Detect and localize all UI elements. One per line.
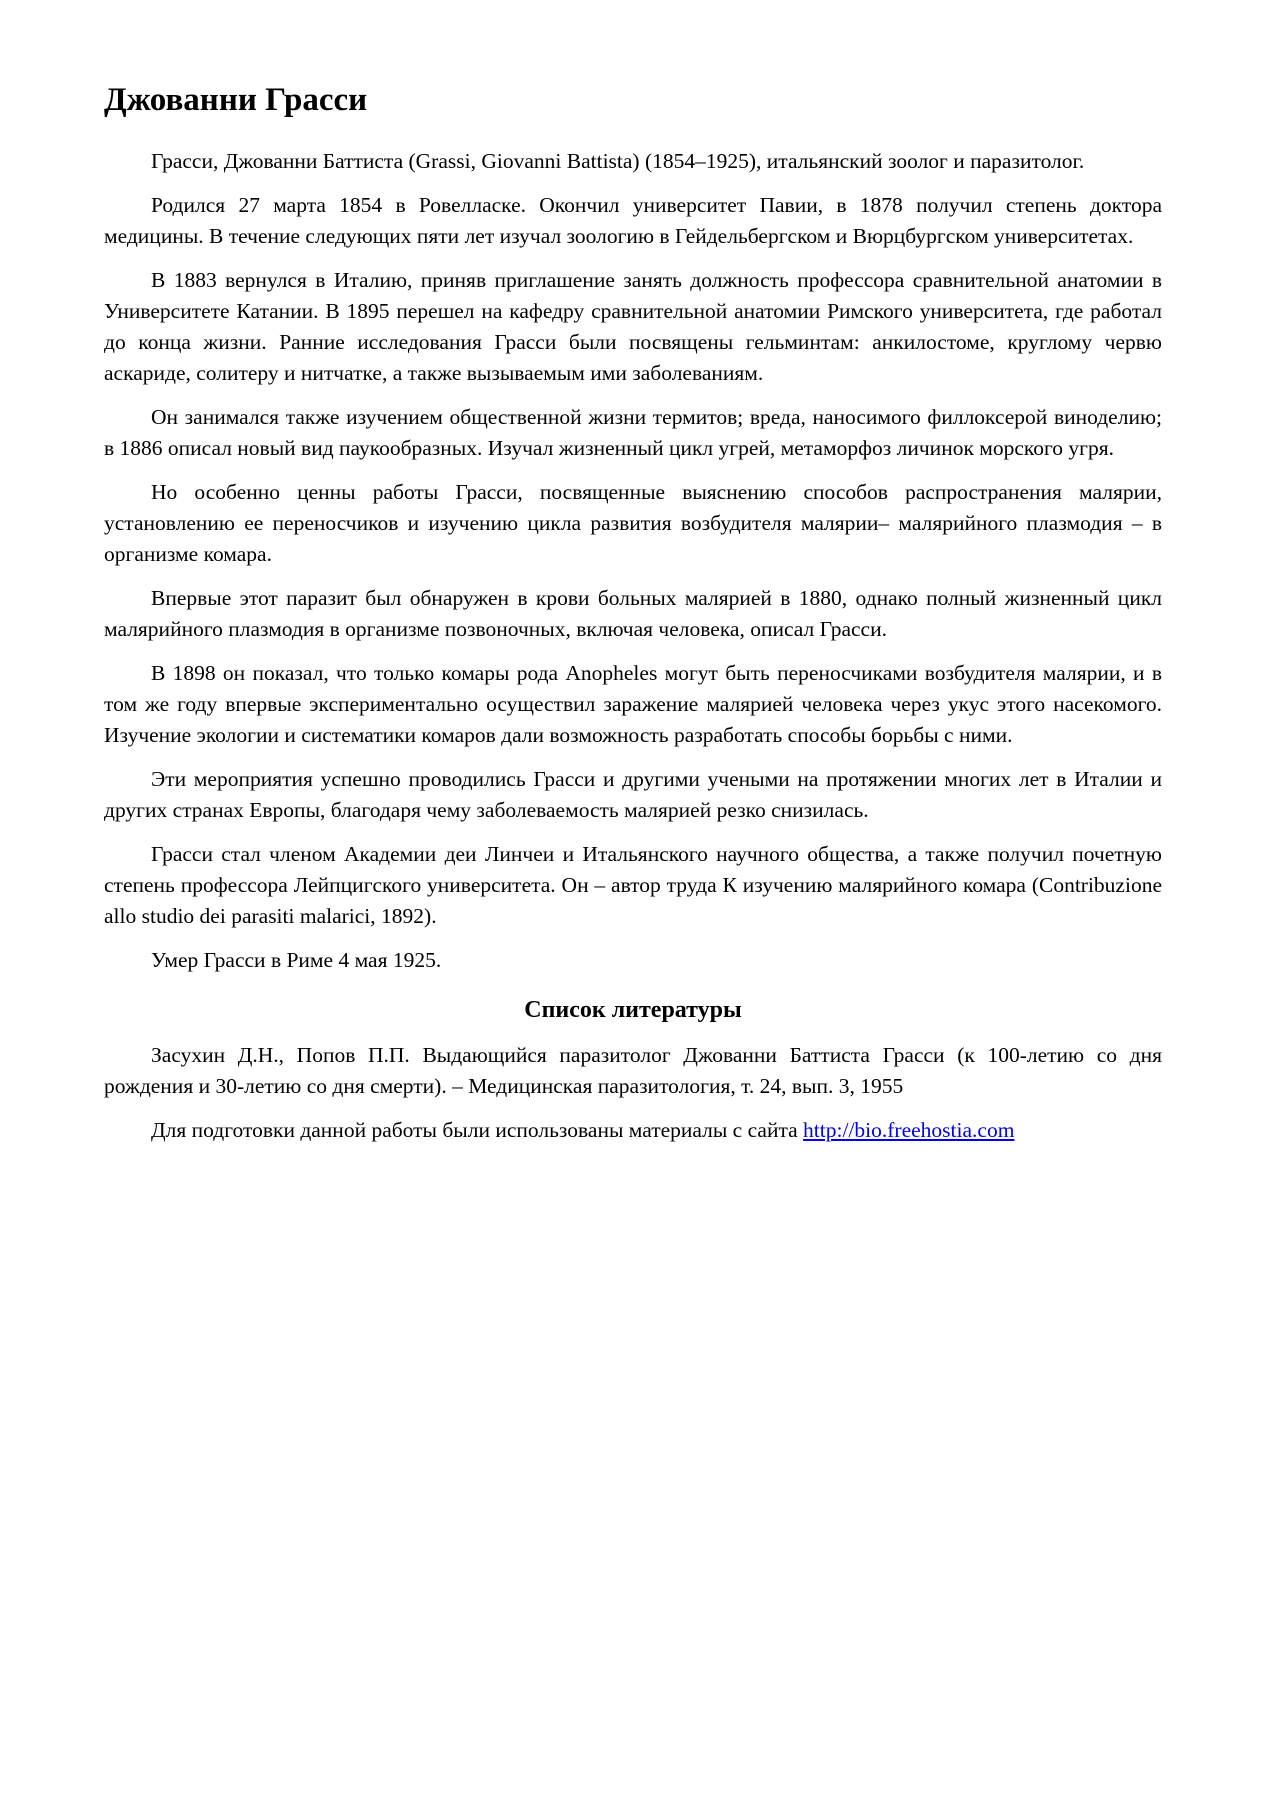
- closing-text: Для подготовки данной работы были использованы материалы с сайта: [151, 1118, 798, 1142]
- source-link-part1[interactable]: http://: [803, 1118, 855, 1142]
- body-paragraph: Грасси стал членом Академии деи Линчеи и Итальянского научного общества, а также получил почетную степень профессора Лейпцигского университета. Он – автор труда К изучению малярийного комара (Contribuzione allo studio dei parasiti malarici, 1892).: [104, 842, 1162, 928]
- body-paragraph: Эти мероприятия успешно проводились Грасси и другими учеными на протяжении многих лет в Италии и других странах Европы, благодаря чему заболеваемость малярией резко снизилась.: [104, 767, 1162, 822]
- document-title: Джованни Грасси: [104, 82, 368, 118]
- bibliography-heading: Список литературы: [524, 997, 742, 1023]
- source-link-part2[interactable]: bio.freehostia.com: [854, 1118, 1015, 1142]
- source-link[interactable]: [803, 1118, 1014, 1142]
- body-paragraph: Грасси, Джованни Баттиста (Grassi, Giovanni Battista) (1854–1925), итальянский зоолог и паразитолог.: [151, 149, 1085, 173]
- body-paragraph: В 1883 вернулся в Италию, приняв приглашение занять должность профессора сравнительной анатомии в Университете Катании. В 1895 перешел на кафедру сравнительной анатомии Римского университета, где работал до конца жизни. Ранние исследования Грасси были посвящены гельминтам: анкилостоме, круглому червю аскариде, солитеру и нитчатке, а также вызываемым ими заболеваниям.: [104, 268, 1162, 385]
- closing-paragraph: [104, 1115, 1162, 1146]
- bibliography-entry: Засухин Д.Н., Попов П.П. Выдающийся паразитолог Джованни Баттиста Грасси (к 100-летию со дня рождения и 30-летию со дня смерти). – Медицинская паразитология, т. 24, вып. 3, 1955: [104, 1043, 1162, 1098]
- body-paragraph: Умер Грасси в Риме 4 мая 1925.: [151, 948, 442, 972]
- body-paragraph: Но особенно ценны работы Грасси, посвященные выяснению способов распространения малярии, установлению ее переносчиков и изучению цикла развития возбудителя малярии– малярийного плазмодия – в организме комара.: [104, 480, 1162, 566]
- body-paragraph: Впервые этот паразит был обнаружен в крови больных малярией в 1880, однако полный жизненный цикл малярийного плазмодия в организме позвоночных, включая человека, описал Грасси.: [104, 586, 1162, 641]
- body-paragraph: Он занимался также изучением общественной жизни термитов; вреда, наносимого филлоксерой виноделию; в 1886 описал новый вид паукообразных. Изучал жизненный цикл угрей, метаморфоз личинок морского угря.: [104, 405, 1162, 460]
- body-paragraph: Родился 27 марта 1854 в Ровелласке. Окончил университет Павии, в 1878 получил степень доктора медицины. В течение следующих пяти лет изучал зоологию в Гейдельбергском и Вюрцбургском университетах.: [104, 193, 1162, 248]
- body-paragraph: В 1898 он показал, что только комары рода Anopheles могут быть переносчиками возбудителя малярии, и в том же году впервые экспериментально осуществил заражение малярией человека через укус этого насекомого. Изучение экологии и систематики комаров дали возможность разработать способы борьбы с ними.: [104, 661, 1162, 747]
